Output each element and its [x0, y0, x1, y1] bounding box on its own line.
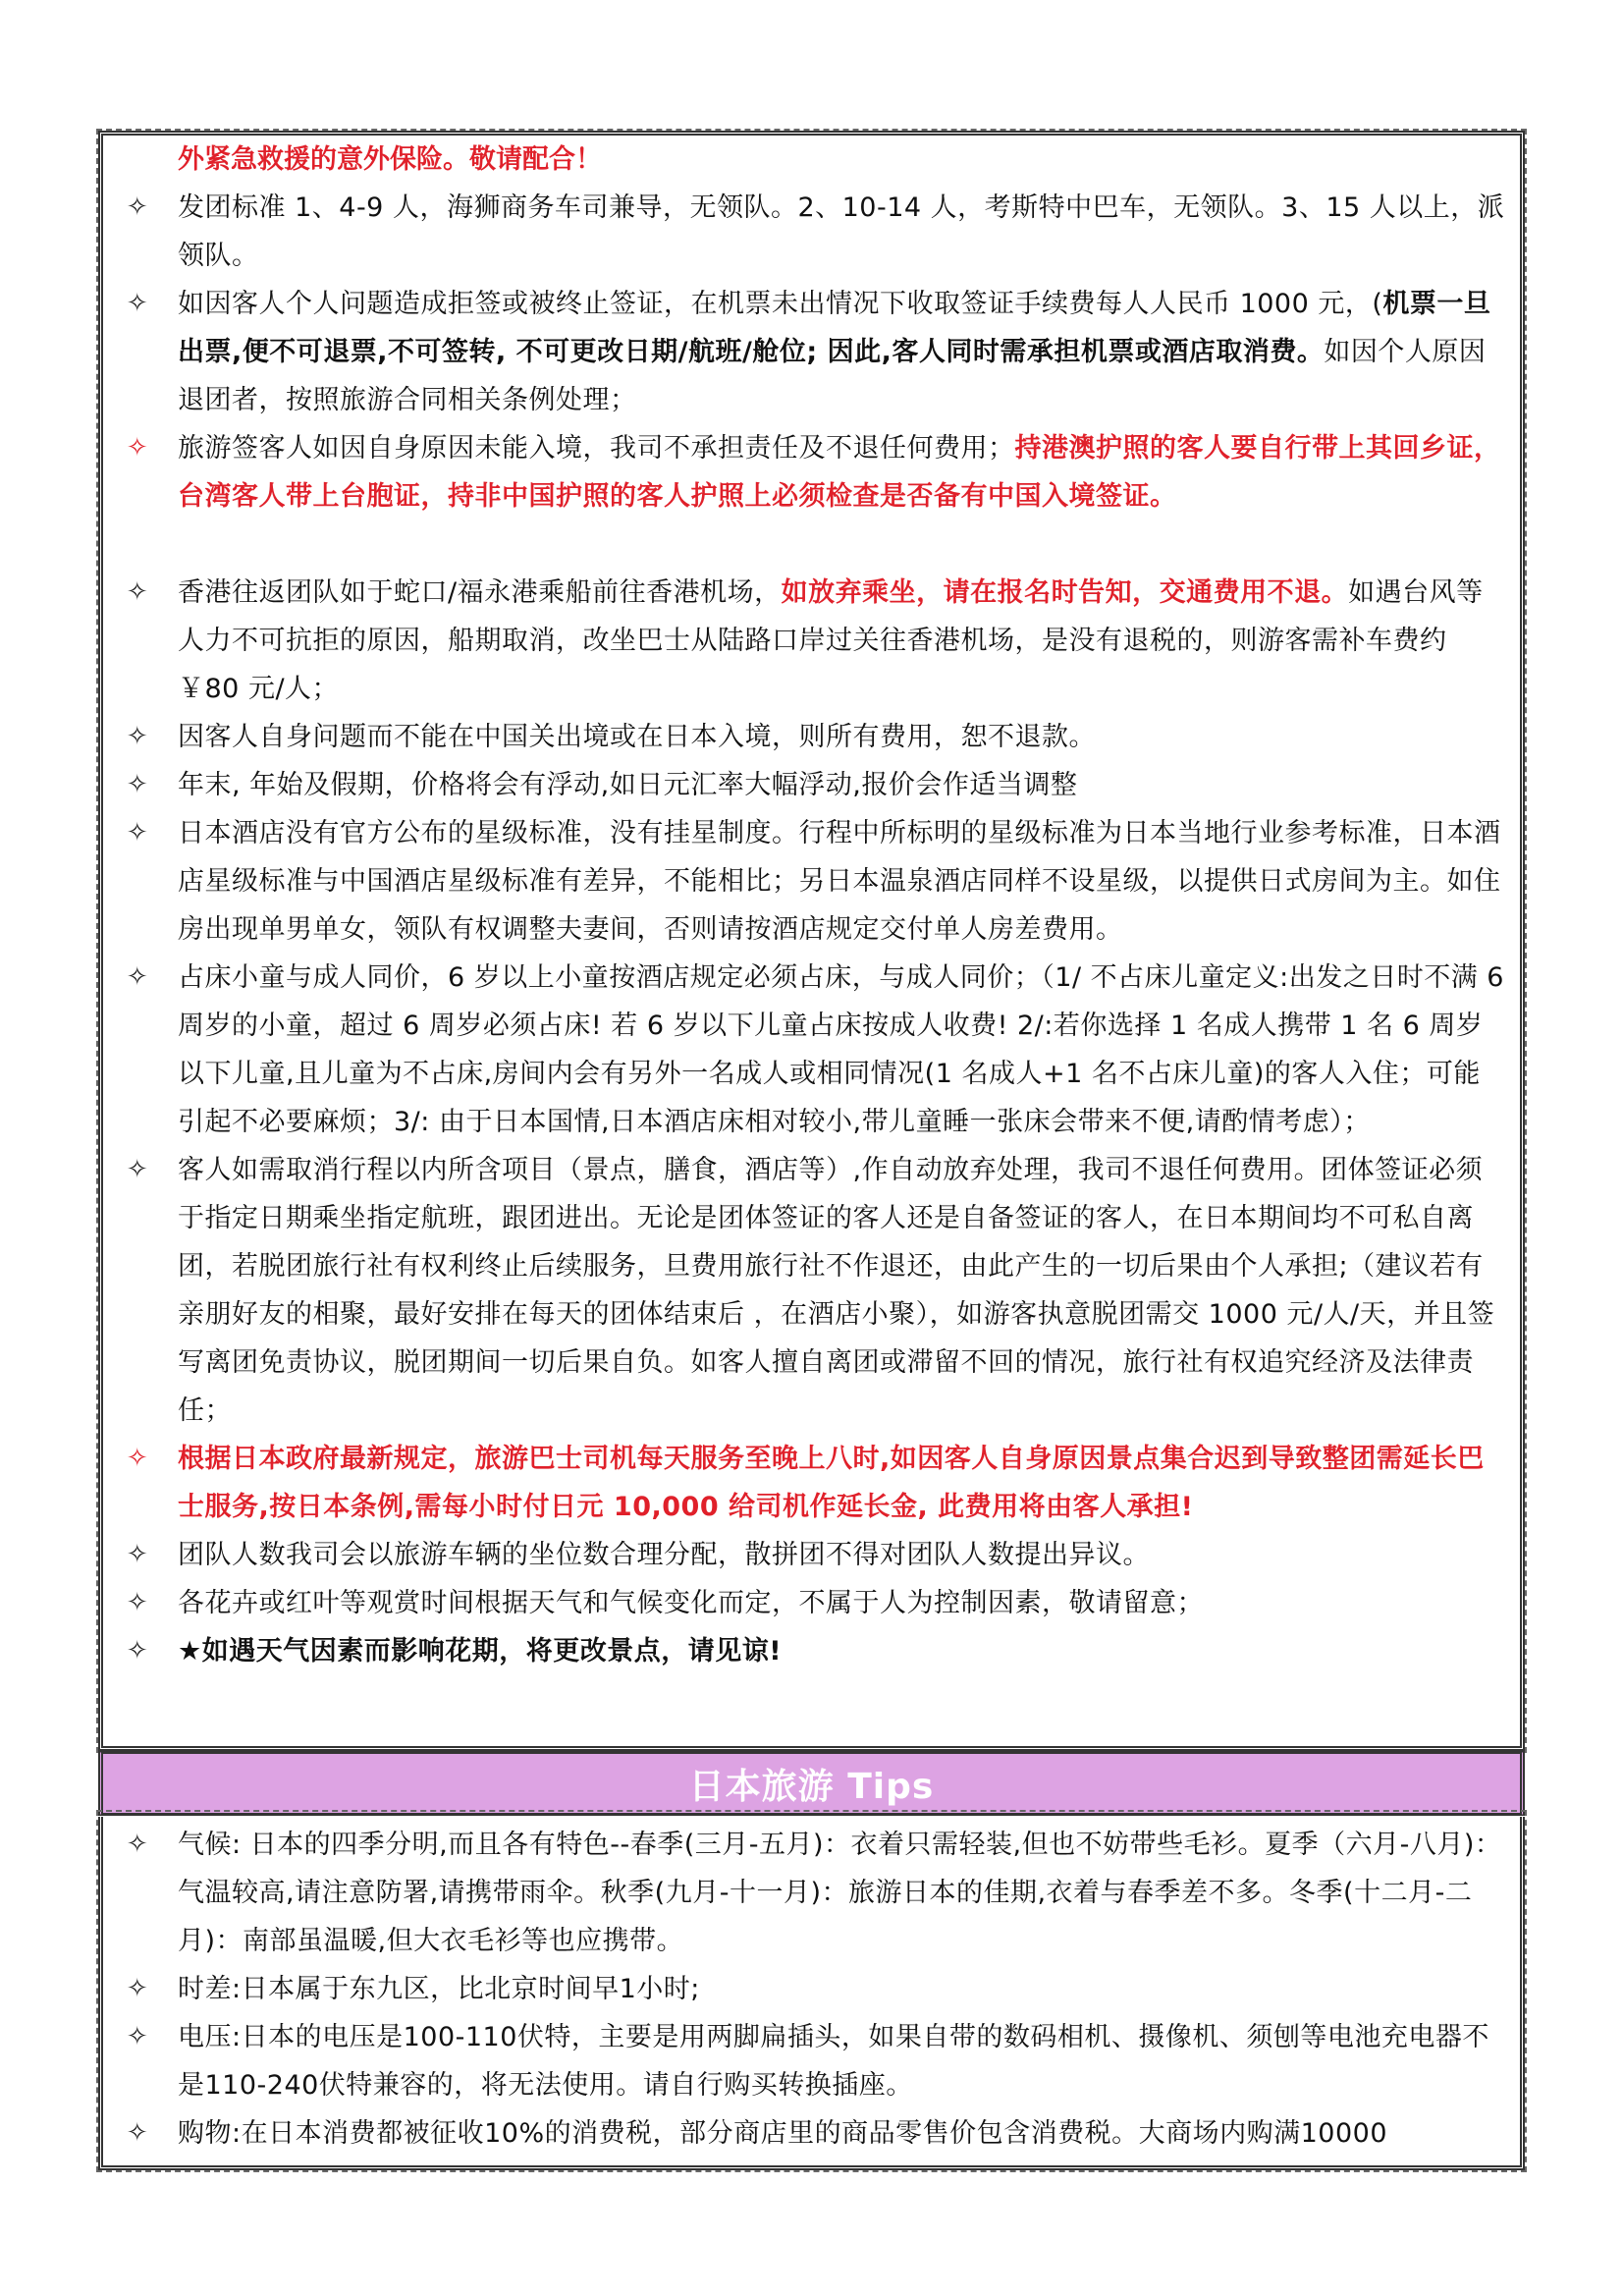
- tips-list: [103, 1821, 1520, 2158]
- diamond-star-icon: ✧: [126, 722, 149, 751]
- diamond-star-icon: ✧: [126, 1155, 149, 1184]
- diamond-star-icon: ✧: [126, 962, 149, 992]
- diamond-star-icon: ✧: [126, 577, 149, 607]
- diamond-star-icon: ✧: [126, 1974, 149, 2003]
- list-item: ✧ 客人如需取消行程以内所含项目（景点，膳食，酒店等）,作自动放弃处理，我司不退任何费用。团体签证必须于指定日期乘坐指定航班，跟团进出。无论是团体签证的客人还是自备签证的客人，在日本期间均不可私自离团，若脱团旅行社有权利终止后续服务，旦费用旅行社不作退还，由此产生的一切后果由个人承担;（建议若有亲朋好友的相聚，最好安排在每天的团体结束后 ，在酒店小聚），如游客执意脱团需交 1000 元/人/天，并且签写离团免责协议，脱团期间一切后果自负。如客人擅自离团或滞留不回的情况，旅行社有权追究经济及法律责任；: [103, 1146, 1520, 1435]
- lead-text: 外紧急救援的意外保险。敬请配合！: [178, 144, 602, 175]
- diamond-star-icon: ✧: [126, 1540, 149, 1569]
- list-item: ✧ 日本酒店没有官方公布的星级标准，没有挂星制度。行程中所标明的星级标准为日本当地行业参考标准，日本酒店星级标准与中国酒店星级标准有差异，不能相比；另日本温泉酒店同样不设星级，以提供日式房间为主。如住房出现单男单女，领队有权调整夫妻间，否则请按酒店规定交付单人房差费用。: [103, 809, 1520, 954]
- list-item: ✧ 气候: 日本的四季分明,而且各有特色--春季(三月-五月)：衣着只需轻装,但也不妨带些毛衫。夏季（六月-八月)：气温较高,请注意防署,请携带雨伞。秋季(九月-十一月)：旅游日本的佳期,衣着与春季差不多。冬季(十二月-二月)：南部虽温暖,但大衣毛衫等也应携带。: [103, 1821, 1520, 1965]
- diamond-star-icon: ✧: [126, 1830, 149, 1859]
- diamond-star-icon: ✧: [126, 289, 149, 318]
- list-item: ✧ 旅游签客人如因自身原因未能入境，我司不承担责任及不退任何费用；持港澳护照的客人要自行带上其回乡证，台湾客人带上台胞证，持非中国护照的客人护照上必须检查是否备有中国入境签证。: [103, 424, 1520, 520]
- diamond-star-icon: ✧: [126, 1444, 149, 1473]
- diamond-star-icon: ✧: [126, 1636, 149, 1666]
- diamond-star-icon: ✧: [126, 433, 149, 463]
- list-item: ✧ 各花卉或红叶等观赏时间根据天气和气候变化而定，不属于人为控制因素，敬请留意；: [103, 1579, 1520, 1627]
- list-item: ✧ 发团标准 1、4-9 人，海狮商务车司兼导，无领队。2、10-14 人，考斯特中巴车，无领队。3、15 人以上，派领队。: [103, 184, 1520, 280]
- diamond-star-icon: ✧: [126, 2022, 149, 2051]
- list-item: ✧ 如因客人个人问题造成拒签或被终止签证，在机票未出情况下收取签证手续费每人人民币 1000 元，(机票一旦出票,便不可退票,不可签转, 不可更改日期/航班/舱位; 因此,客人同时需承担机票或酒店取消费。如因个人原因退团者，按照旅游合同相关条例处理；: [103, 280, 1520, 424]
- diamond-star-icon: ✧: [126, 192, 149, 222]
- tips-section: [98, 1817, 1525, 2170]
- diamond-star-icon: ✧: [126, 2118, 149, 2148]
- diamond-star-icon: ✧: [126, 770, 149, 799]
- list-item: ✧ 年末, 年始及假期，价格将会有浮动,如日元汇率大幅浮动,报价会作适当调整: [103, 761, 1520, 809]
- tips-title: 日本旅游 Tips: [688, 1766, 935, 1807]
- diamond-star-icon: ✧: [126, 818, 149, 847]
- diamond-star-icon: ✧: [126, 1588, 149, 1617]
- list-item: ✧ 团队人数我司会以旅游车辆的坐位数合理分配，散拼团不得对团队人数提出异议。: [103, 1531, 1520, 1579]
- list-item: ✧ 时差:日本属于东九区，比北京时间早1小时;: [103, 1965, 1520, 2013]
- notice-section: [98, 131, 1525, 1751]
- list-item: ✧ 香港往返团队如于蛇口/福永港乘船前往香港机场，如放弃乘坐，请在报名时告知，交通费用不退。如遇台风等人力不可抗拒的原因，船期取消，改坐巴士从陆路口岸过关往香港机场，是没有退税的，则游客需补车费约￥80 元/人；: [103, 569, 1520, 713]
- list-item: ✧ 购物:在日本消费都被征收10%的消费税，部分商店里的商品零售价包含消费税。大商场内购满10000: [103, 2109, 1520, 2158]
- list-item: ✧ 占床小童与成人同价，6 岁以上小童按酒店规定必须占床，与成人同价；（1/ 不占床儿童定义:出发之日时不满 6 周岁的小童，超过 6 周岁必须占床! 若 6 岁以下儿童占床按成人收费! 2/:若你选择 1 名成人携带 1 名 6 周岁以下儿童,且儿童为不占床,房间内会有另外一名成人或相同情况(1 名成人+1 名不占床儿童)的客人入住；可能引起不必要麻烦；3/: 由于日本国情,日本酒店床相对较小,带儿童睡一张床会带来不便,请酌情考虑）；: [103, 954, 1520, 1146]
- list-item: ✧ ★如遇天气因素而影响花期，将更改景点，请见谅!: [103, 1627, 1520, 1675]
- tips-header-bar: [98, 1751, 1525, 1816]
- spacer: [103, 520, 1520, 569]
- notice-list: [103, 136, 1520, 1675]
- list-item: ✧ 因客人自身问题而不能在中国关出境或在日本入境，则所有费用，恕不退款。: [103, 713, 1520, 761]
- list-item: ✧ 根据日本政府最新规定，旅游巴士司机每天服务至晚上八时,如因客人自身原因景点集合迟到导致整团需延长巴士服务,按日本条例,需每小时付日元 10,000 给司机作延长金, 此费用将由客人承担!: [103, 1435, 1520, 1531]
- list-item: ✧ 电压:日本的电压是100-110伏特，主要是用两脚扁插头，如果自带的数码相机、摄像机、须刨等电池充电器不是110-240伏特兼容的，将无法使用。请自行购买转换插座。: [103, 2013, 1520, 2109]
